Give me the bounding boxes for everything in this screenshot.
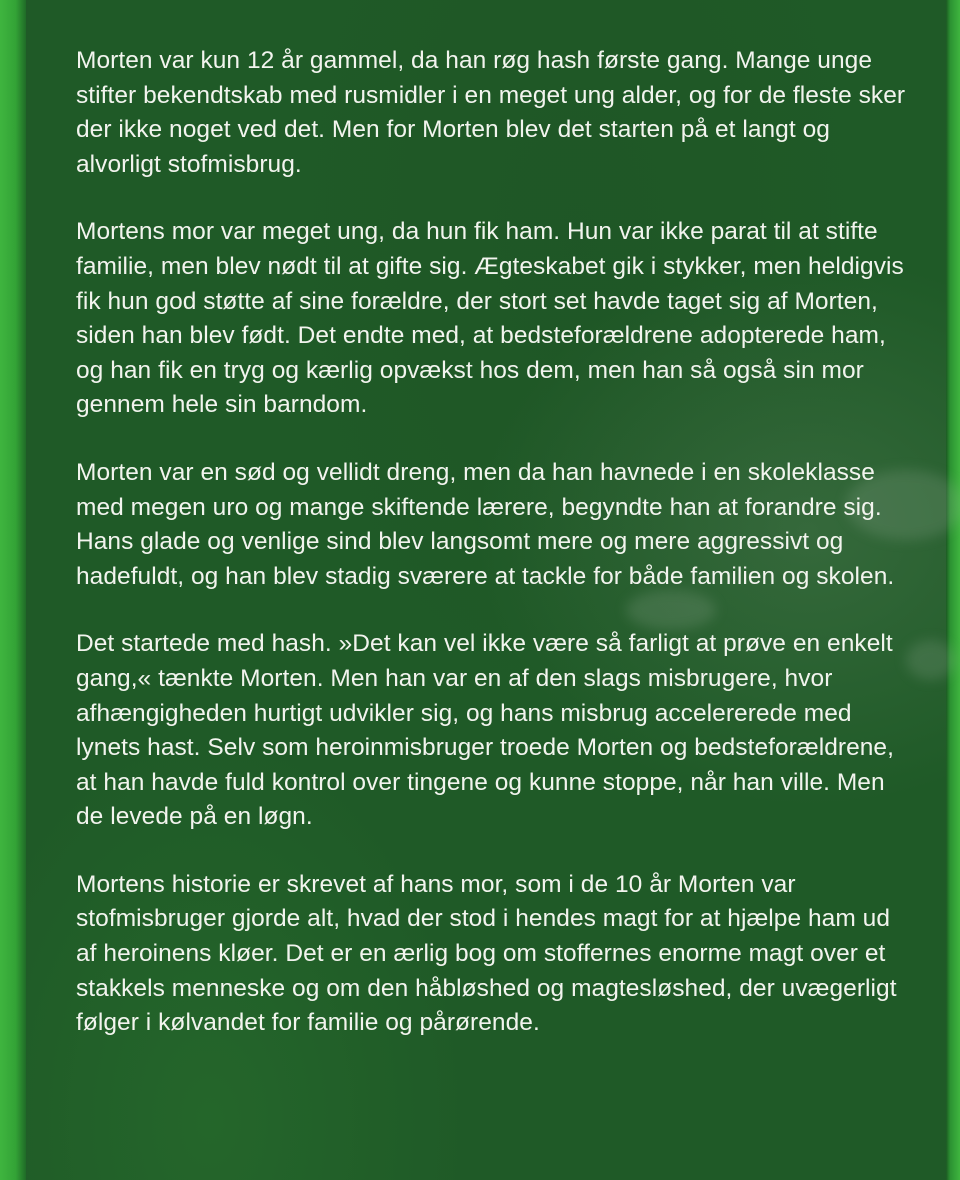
cover-edge-left <box>0 0 26 1180</box>
blurb-paragraph-1: Morten var kun 12 år gammel, da han røg hash første gang. Mange unge stifter bekendtskab med rusmidler i en meget ung alder, og for de fleste sker der ikke noget ved det. Men for Morten blev det starten på et langt og alvorligt stofmisbrug. <box>76 47 906 178</box>
blurb-text <box>76 44 916 1074</box>
cover-edge-right <box>946 0 960 1180</box>
blurb-paragraph-3: Morten var en sød og vellidt dreng, men da han havnede i en skoleklasse med megen uro og mange skiftende lærere, begyndte han at forandre sig. Hans glade og venlige sind blev langsomt mere og mere aggressivt og hadefuldt, og han blev stadig sværere at tackle for både familien og skolen. <box>76 458 895 590</box>
blurb-paragraph-4: Det startede med hash. »Det kan vel ikke være så farligt at prøve en enkelt gang,« tænkte Morten. Men han var en af den slags misbrugere, hvor afhængigheden hurtigt udvikler sig, og hans misbrug accelererede med lynets hast. Selv som heroinmisbruger troede Morten og bedsteforældrene, at han havde fuld kontrol over tingene og kunne stoppe, når han ville. Men de levede på en løgn. <box>76 630 894 831</box>
blurb-paragraph-2: Mortens mor var meget ung, da hun fik ham. Hun var ikke parat til at stifte familie, men blev nødt til at gifte sig. Ægteskabet gik i stykker, men heldigvis fik hun god støtte af sine forældre, der stort set havde taget sig af Morten, siden han blev født. Det endte med, at bedsteforældrene adopterede ham, og han fik en tryg og kærlig opvækst hos dem, men han så også sin mor gennem hele sin barndom. <box>76 218 904 419</box>
blurb-paragraph-5: Mortens historie er skrevet af hans mor, som i de 10 år Morten var stofmisbruger gjorde alt, hvad der stod i hendes magt for at hjælpe ham ud af heroinens kløer. Det er en ærlig bog om stoffernes enorme magt over et stakkels menneske og om den håbløshed og magtesløshed, der uvægerligt følger i kølvandet for familie og pårørende. <box>76 870 897 1037</box>
